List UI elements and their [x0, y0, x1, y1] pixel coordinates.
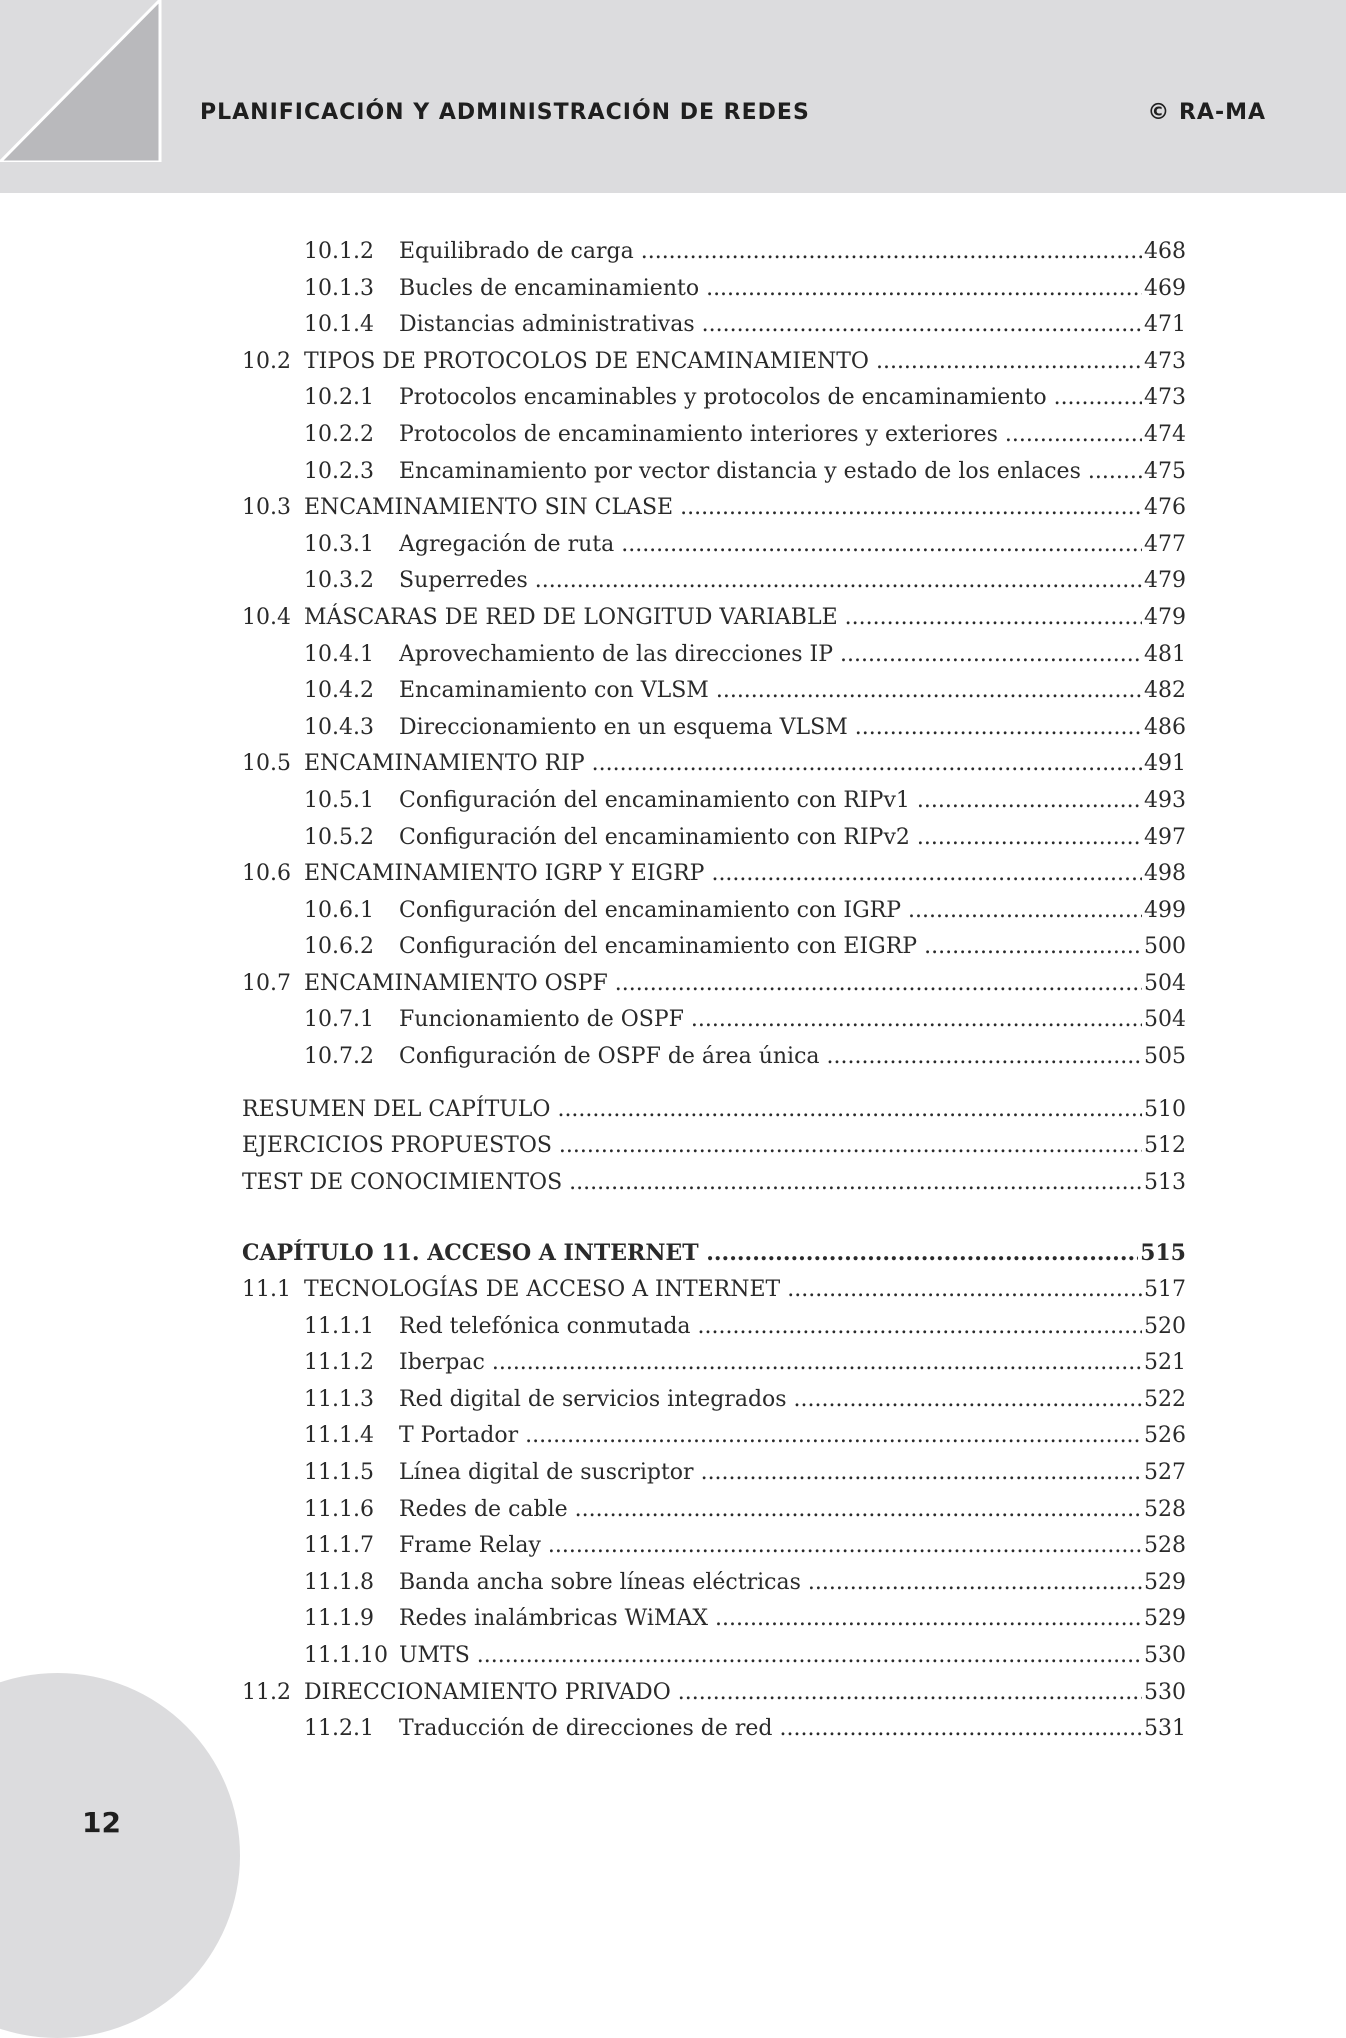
toc-entry — [242, 673, 1186, 710]
toc-entry-title: Configuración del encaminamiento con EIGRP — [399, 934, 918, 960]
toc-entry-leader — [242, 1128, 1142, 1165]
toc-entry-title: Configuración de OSPF de área única — [399, 1044, 820, 1070]
toc-entry-page: 482 — [1144, 678, 1186, 704]
toc-entry-title: Redes de cable — [399, 1496, 568, 1522]
toc-entry-page: 515 — [1140, 1240, 1186, 1267]
toc-entry-page: 529 — [1144, 1569, 1186, 1595]
toc-entry-title: RESUMEN DEL CAPÍTULO — [242, 1096, 551, 1122]
toc-entry-title: DIRECCIONAMIENTO PRIVADO — [304, 1679, 671, 1705]
toc-entry — [242, 600, 1186, 637]
toc-entry-page: 477 — [1144, 531, 1186, 557]
toc-entry-page: 500 — [1144, 934, 1186, 960]
toc-entry-title: TIPOS DE PROTOCOLOS DE ENCAMINAMIENTO — [304, 348, 869, 374]
toc-entry-number: 10.1.4 — [304, 312, 374, 338]
toc-entry-number: 11.1.7 — [304, 1533, 374, 1559]
toc-entry — [242, 1455, 1186, 1492]
toc-entry-leader — [399, 527, 1142, 564]
toc-entry-title: Protocolos encaminables y protocolos de encaminamiento — [399, 385, 1047, 411]
toc-entry — [242, 1309, 1186, 1346]
toc-entry-number: 10.2 — [242, 348, 291, 374]
toc-entry-leader — [399, 563, 1142, 600]
toc-entry-leader — [399, 1345, 1142, 1382]
toc-entry-title: MÁSCARAS DE RED DE LONGITUD VARIABLE — [304, 604, 838, 630]
toc-entry — [242, 783, 1186, 820]
toc-entry-title: Configuración del encaminamiento con RIPv2 — [399, 824, 910, 850]
toc-entry-number: 10.7 — [242, 970, 291, 996]
toc-entry — [242, 454, 1186, 491]
toc-entry-title: Línea digital de suscriptor — [399, 1460, 694, 1485]
toc-entry — [242, 1128, 1186, 1165]
toc-entry-title: Equilibrado de carga — [399, 239, 634, 264]
toc-entry-leader — [399, 417, 1142, 454]
toc-entry-title: Bucles de encaminamiento — [399, 275, 700, 301]
toc-entry — [242, 1418, 1186, 1455]
toc-entry-page: 475 — [1144, 458, 1186, 484]
toc-entry — [242, 893, 1186, 930]
page-header — [0, 0, 1346, 193]
toc-entry-number: 10.4 — [242, 604, 291, 630]
toc-entry-leader — [399, 820, 1142, 857]
toc-entry-leader — [399, 929, 1142, 966]
page-number: 12 — [82, 1806, 121, 1839]
toc-entry-page: 513 — [1144, 1169, 1186, 1195]
toc-entry-number: 11.1.4 — [304, 1423, 374, 1449]
toc-entry-page: 522 — [1144, 1386, 1186, 1412]
toc-entry-leader — [304, 966, 1142, 1003]
toc-entry-page: 491 — [1144, 751, 1186, 777]
toc-entry-leader — [399, 673, 1142, 710]
toc-entry-leader — [399, 1039, 1142, 1076]
toc-entry-title: TECNOLOGÍAS DE ACCESO A INTERNET — [304, 1277, 781, 1303]
toc-entry — [242, 490, 1186, 527]
toc-entry-leader — [399, 710, 1142, 747]
toc-entry-leader — [399, 783, 1142, 820]
toc-entry — [242, 527, 1186, 564]
toc-entry — [242, 637, 1186, 674]
toc-entry — [242, 1638, 1186, 1675]
toc-entry — [242, 1092, 1186, 1129]
toc-entry-page: 531 — [1144, 1716, 1186, 1742]
toc-entry — [242, 856, 1186, 893]
page-number-circle — [0, 1673, 240, 2038]
toc-entry-number: 10.6 — [242, 861, 291, 887]
toc-entry — [242, 746, 1186, 783]
toc-entry-page: 499 — [1144, 897, 1186, 923]
toc-entry-title: Funcionamiento de OSPF — [399, 1007, 684, 1033]
toc-entry-leader — [399, 1382, 1142, 1419]
toc-entry-page: 481 — [1144, 641, 1186, 667]
toc-entry-title: ENCAMINAMIENTO IGRP Y EIGRP — [304, 861, 705, 887]
toc-entry-number: 10.5 — [242, 751, 291, 777]
toc-entry-page: 497 — [1144, 824, 1186, 850]
toc-entry-title: Superredes — [399, 568, 528, 594]
toc-entry — [242, 1565, 1186, 1602]
toc-entry-leader — [399, 454, 1142, 491]
toc-entry — [242, 307, 1186, 344]
toc-entry-title: Encaminamiento con VLSM — [399, 678, 709, 704]
toc-entry — [242, 1165, 1186, 1202]
toc-entry-title: ENCAMINAMIENTO OSPF — [304, 970, 608, 996]
toc-entry — [242, 710, 1186, 747]
toc-entry-page: 486 — [1144, 714, 1186, 740]
toc-entry-number: 10.2.2 — [304, 421, 374, 447]
toc-entry-number: 11.1.3 — [304, 1386, 374, 1412]
page-corner-fold-graphic — [0, 0, 164, 162]
toc-entry-page: 520 — [1144, 1313, 1186, 1339]
table-of-contents — [242, 234, 1186, 1748]
toc-entry-number: 11.1 — [242, 1277, 291, 1303]
toc-entry-leader — [304, 746, 1142, 783]
toc-entry-leader — [399, 637, 1142, 674]
toc-entry-title: Distancias administrativas — [399, 312, 695, 338]
toc-entry-number: 11.1.1 — [304, 1313, 374, 1339]
toc-entry — [242, 380, 1186, 417]
toc-entry-page: 510 — [1144, 1096, 1186, 1122]
toc-entry-page: 498 — [1144, 861, 1186, 887]
toc-entry-title: Direccionamiento en un esquema VLSM — [399, 714, 848, 740]
toc-entry-title: Protocolos de encaminamiento interiores y exteriores — [399, 421, 998, 447]
toc-entry — [242, 1002, 1186, 1039]
toc-entry-page: 479 — [1144, 568, 1186, 594]
toc-entry-leader — [399, 1638, 1142, 1675]
toc-entry-leader — [399, 1418, 1142, 1455]
toc-entry — [242, 1601, 1186, 1638]
toc-entry-page: 471 — [1144, 312, 1186, 338]
toc-entry-number: 11.1.10 — [304, 1642, 388, 1668]
toc-entry-page: 521 — [1144, 1350, 1186, 1376]
toc-entry — [242, 271, 1186, 308]
toc-entry-number: 10.5.2 — [304, 824, 374, 850]
toc-entry — [242, 1382, 1186, 1419]
toc-entry-page: 528 — [1144, 1496, 1186, 1522]
toc-entry-page: 473 — [1144, 385, 1186, 411]
toc-entry-number: 10.4.2 — [304, 678, 374, 704]
toc-entry-page: 476 — [1144, 495, 1186, 521]
toc-entry-title: CAPÍTULO 11. ACCESO A INTERNET — [242, 1240, 699, 1267]
toc-entry — [242, 1345, 1186, 1382]
toc-entry — [242, 1711, 1186, 1748]
toc-entry-page: 529 — [1144, 1606, 1186, 1632]
toc-entry — [242, 929, 1186, 966]
toc-entry-number: 11.2 — [242, 1679, 291, 1705]
toc-entry-title: TEST DE CONOCIMIENTOS — [242, 1169, 563, 1195]
toc-entry — [242, 234, 1186, 271]
toc-entry — [242, 1528, 1186, 1565]
running-header-title: PLANIFICACIÓN Y ADMINISTRACIÓN DE REDES — [200, 100, 810, 125]
toc-entry-title: T Portador — [399, 1423, 519, 1449]
toc-entry-page: 469 — [1144, 275, 1186, 301]
toc-entry-number: 11.1.2 — [304, 1350, 374, 1376]
toc-entry-page: 527 — [1144, 1460, 1186, 1485]
toc-entry-page: 468 — [1144, 239, 1186, 264]
toc-entry-leader — [399, 1601, 1142, 1638]
toc-entry-number: 10.6.1 — [304, 897, 374, 923]
toc-entry — [242, 1492, 1186, 1529]
toc-entry-leader — [399, 1455, 1142, 1492]
toc-entry-page: 530 — [1144, 1679, 1186, 1705]
toc-entry-leader — [304, 1675, 1142, 1712]
toc-entry-leader — [399, 1528, 1142, 1565]
toc-entry-number: 10.4.3 — [304, 714, 374, 740]
toc-entry-title: ENCAMINAMIENTO RIP — [304, 751, 585, 777]
toc-entry-title: Configuración del encaminamiento con RIPv1 — [399, 787, 910, 813]
toc-entry — [242, 344, 1186, 381]
toc-entry-title: Traducción de direcciones de red — [399, 1716, 773, 1742]
toc-entry-leader — [242, 1235, 1138, 1272]
toc-entry-number: 10.5.1 — [304, 787, 374, 813]
toc-entry-page: 474 — [1144, 421, 1186, 447]
toc-entry-page: 504 — [1144, 970, 1186, 996]
toc-entry — [242, 563, 1186, 600]
toc-entry-leader — [399, 1309, 1142, 1346]
toc-entry-number: 11.2.1 — [304, 1716, 374, 1742]
toc-entry-title: ENCAMINAMIENTO SIN CLASE — [304, 495, 674, 521]
toc-entry-page: 526 — [1144, 1423, 1186, 1449]
toc-entry-number: 11.1.8 — [304, 1569, 374, 1595]
toc-entry-page: 504 — [1144, 1007, 1186, 1033]
toc-entry-title: Configuración del encaminamiento con IGRP — [399, 897, 902, 923]
toc-entry-leader — [242, 1165, 1142, 1202]
toc-entry-number: 10.6.2 — [304, 934, 374, 960]
toc-entry-page: 473 — [1144, 348, 1186, 374]
toc-entry-number: 11.1.9 — [304, 1606, 374, 1632]
toc-entry-page: 479 — [1144, 604, 1186, 630]
toc-entry — [242, 1675, 1186, 1712]
toc-entry-leader — [399, 1002, 1142, 1039]
toc-entry-page: 528 — [1144, 1533, 1186, 1559]
toc-entry-leader — [304, 1272, 1142, 1309]
toc-entry-number: 10.3 — [242, 495, 291, 521]
toc-entry-title: Aprovechamiento de las direcciones IP — [399, 641, 834, 667]
toc-entry-title: Red digital de servicios integrados — [399, 1386, 787, 1412]
toc-entry-leader — [399, 893, 1142, 930]
toc-entry-page: 505 — [1144, 1044, 1186, 1070]
toc-entry-number: 10.1.3 — [304, 275, 374, 301]
toc-entry-number: 10.7.2 — [304, 1044, 374, 1070]
toc-entry-number: 10.2.1 — [304, 385, 374, 411]
toc-entry — [242, 820, 1186, 857]
toc-entry-number: 10.3.2 — [304, 568, 374, 594]
toc-entry-title: Frame Relay — [399, 1533, 541, 1559]
toc-entry-page: 493 — [1144, 787, 1186, 813]
toc-entry — [242, 417, 1186, 454]
toc-entry-leader — [242, 1092, 1142, 1129]
toc-entry-number: 10.1.2 — [304, 239, 374, 264]
toc-entry-number: 10.2.3 — [304, 458, 374, 484]
toc-entry-leader — [304, 490, 1142, 527]
toc-entry-leader — [399, 1565, 1142, 1602]
running-header-publisher: © RA-MA — [1147, 100, 1266, 125]
toc-entry-title: UMTS — [399, 1642, 470, 1668]
toc-entry-number: 10.4.1 — [304, 641, 374, 667]
toc-entry-leader — [399, 271, 1142, 308]
toc-entry — [242, 1272, 1186, 1309]
toc-entry-title: Banda ancha sobre líneas eléctricas — [399, 1569, 801, 1595]
toc-entry-page: 530 — [1144, 1642, 1186, 1668]
toc-entry-number: 10.7.1 — [304, 1007, 374, 1033]
toc-entry-title: Red telefónica conmutada — [399, 1313, 691, 1339]
toc-entry-number: 10.3.1 — [304, 531, 374, 557]
toc-entry — [242, 1039, 1186, 1076]
toc-entry-leader — [304, 856, 1142, 893]
toc-entry-number: 11.1.5 — [304, 1460, 374, 1485]
toc-entry-number: 11.1.6 — [304, 1496, 374, 1522]
toc-entry-leader — [399, 1711, 1142, 1748]
toc-entry-title: EJERCICIOS PROPUESTOS — [242, 1133, 552, 1159]
toc-entry-leader — [399, 307, 1142, 344]
toc-entry-leader — [399, 234, 1142, 271]
toc-entry-page: 512 — [1144, 1133, 1186, 1159]
toc-entry-title: Agregación de ruta — [399, 531, 615, 557]
toc-entry-title: Redes inalámbricas WiMAX — [399, 1606, 708, 1632]
toc-entry-page: 517 — [1144, 1277, 1186, 1303]
toc-entry-leader — [399, 1492, 1142, 1529]
toc-entry-leader — [304, 344, 1142, 381]
toc-entry-leader — [304, 600, 1142, 637]
toc-entry-leader — [399, 380, 1142, 417]
toc-entry — [242, 1235, 1186, 1272]
toc-entry-title: Iberpac — [399, 1350, 485, 1376]
toc-entry — [242, 966, 1186, 1003]
toc-entry-title: Encaminamiento por vector distancia y estado de los enlaces — [399, 458, 1081, 484]
